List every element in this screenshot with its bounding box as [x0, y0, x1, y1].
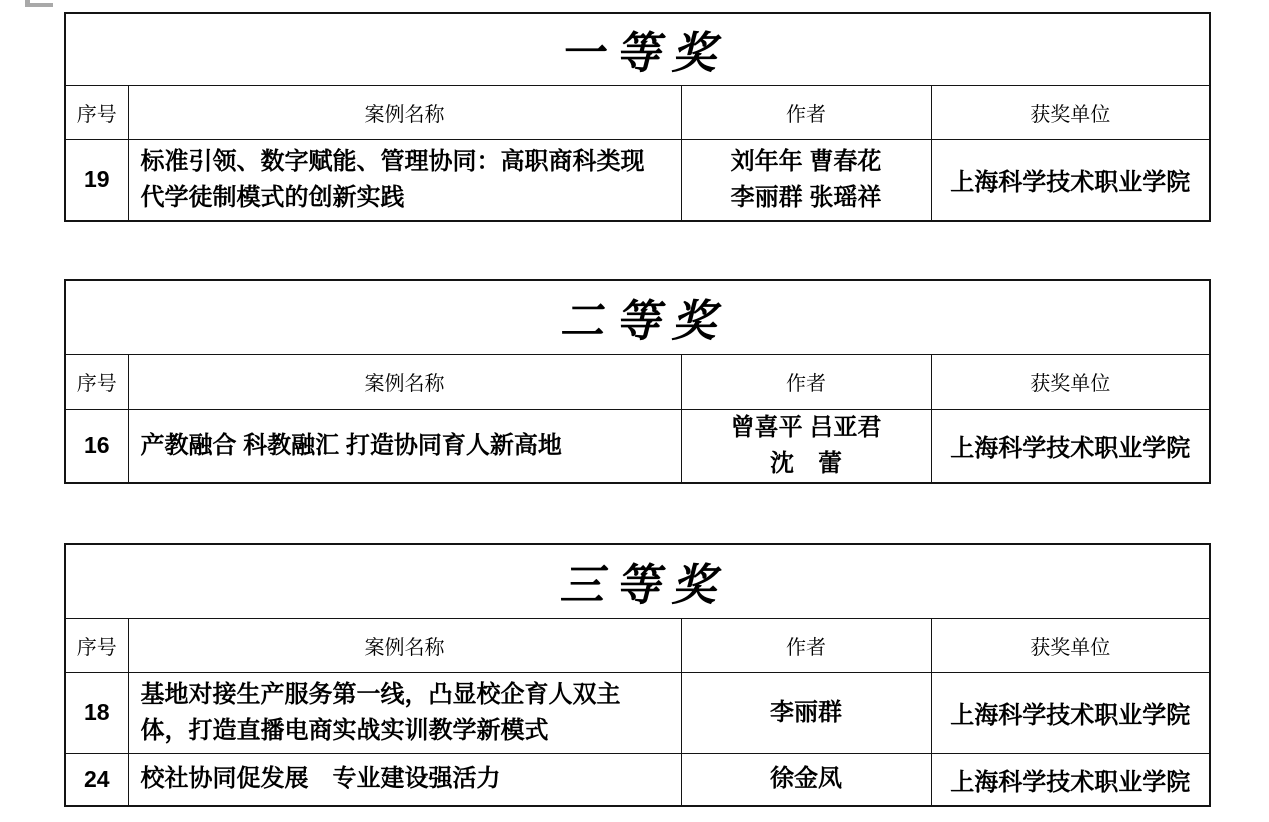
- case-name-cell: 标准引领、数字赋能、管理协同：高职商科类现代学徒制模式的创新实践: [128, 139, 681, 221]
- author-line: 曾喜平 吕亚君: [730, 413, 882, 441]
- unit-cell: 上海科学技术职业学院: [931, 753, 1210, 806]
- case-name-cell: 校社协同促发展 专业建设强活力: [128, 753, 681, 806]
- first-prize-table: [64, 12, 1211, 222]
- column-header-unit: 获奖单位: [931, 354, 1210, 409]
- column-header-serial: 序号: [65, 85, 128, 139]
- column-header-case-name: 案例名称: [128, 85, 681, 139]
- authors-cell: [681, 753, 931, 806]
- author-line: 徐金凤: [770, 765, 842, 793]
- table-row: [65, 139, 1210, 221]
- authors-cell: [681, 672, 931, 753]
- unit-cell: 上海科学技术职业学院: [931, 672, 1210, 753]
- column-header-unit: 获奖单位: [931, 618, 1210, 672]
- table-header-row: [65, 85, 1210, 139]
- table-row: [65, 753, 1210, 806]
- table-header-row: [65, 618, 1210, 672]
- prize-title-first: 一等奖: [65, 13, 1210, 85]
- serial-cell: 19: [65, 139, 128, 221]
- author-line: 沈 蕾: [770, 449, 842, 477]
- table-row: [65, 409, 1210, 483]
- author-line: 刘年年 曹春花: [730, 147, 882, 175]
- table-title-row: [65, 13, 1210, 85]
- authors-cell: [681, 139, 931, 221]
- prize-title-second: 二等奖: [65, 280, 1210, 354]
- unit-cell: 上海科学技术职业学院: [931, 139, 1210, 221]
- column-header-unit: 获奖单位: [931, 85, 1210, 139]
- table-title-row: [65, 280, 1210, 354]
- table-header-row: [65, 354, 1210, 409]
- serial-cell: 24: [65, 753, 128, 806]
- prize-title-third: 三等奖: [65, 544, 1210, 618]
- serial-cell: 16: [65, 409, 128, 483]
- page-margin-corner-mark: [25, 0, 53, 7]
- table-row: [65, 672, 1210, 753]
- column-header-case-name: 案例名称: [128, 618, 681, 672]
- author-line: 李丽群 张瑶祥: [730, 183, 882, 211]
- unit-cell: 上海科学技术职业学院: [931, 409, 1210, 483]
- third-prize-table: [64, 543, 1211, 807]
- column-header-serial: 序号: [65, 618, 128, 672]
- second-prize-table: [64, 279, 1211, 484]
- column-header-case-name: 案例名称: [128, 354, 681, 409]
- authors-cell: [681, 409, 931, 483]
- author-line: 李丽群: [770, 698, 842, 726]
- table-title-row: [65, 544, 1210, 618]
- column-header-serial: 序号: [65, 354, 128, 409]
- column-header-author: 作者: [681, 618, 931, 672]
- serial-cell: 18: [65, 672, 128, 753]
- column-header-author: 作者: [681, 85, 931, 139]
- case-name-cell: 基地对接生产服务第一线，凸显校企育人双主体，打造直播电商实战实训教学新模式: [128, 672, 681, 753]
- case-name-cell: 产教融合 科教融汇 打造协同育人新高地: [128, 409, 681, 483]
- column-header-author: 作者: [681, 354, 931, 409]
